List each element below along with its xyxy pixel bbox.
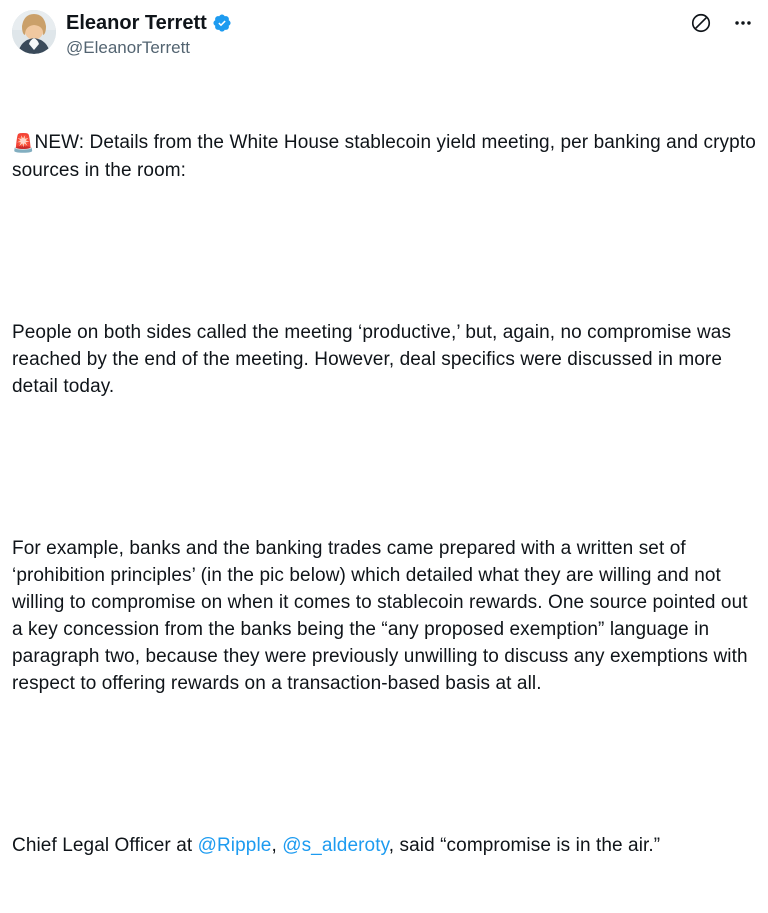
paragraph-spacer <box>12 751 756 778</box>
display-name[interactable]: Eleanor Terrett <box>66 12 207 34</box>
tweet-text <box>12 75 762 913</box>
paragraph-4-mid: , <box>271 835 283 856</box>
paragraph-4-pre: Chief Legal Officer at <box>12 835 198 856</box>
verified-badge-icon <box>212 13 232 33</box>
paragraph-4 <box>12 832 756 859</box>
tweet-header <box>12 10 756 59</box>
paragraph-2: People on both sides called the meeting ‘productive,’ but, again, no compromise was reached by the end of the meeting. However, deal specifics were discussed in more detail today. <box>12 322 737 397</box>
avatar[interactable] <box>12 10 56 54</box>
paragraph-3: For example, banks and the banking trades came prepared with a written set of ‘prohibition principles’ (in the pic below) which detailed what they are willing and not willing to compromise on when it comes to stablecoin rewards. One source pointed out a key concession from the banks being the “any proposed exemption” language in paragraph two, because they were previously unwilling to discuss any exemptions with respect to offering rewards on a transaction-based basis at all. <box>12 538 754 694</box>
alarm-emoji: 🚨 <box>12 133 35 154</box>
mention-ripple[interactable]: @Ripple <box>197 835 272 856</box>
paragraph-4-post: , said “compromise is in the air.” <box>388 835 661 856</box>
paragraph-1 <box>12 129 762 184</box>
handle[interactable]: @EleanorTerrett <box>66 38 191 57</box>
tweet-actions <box>690 12 754 34</box>
paragraph-spacer <box>12 454 756 481</box>
name-row <box>66 11 232 35</box>
grok-icon[interactable] <box>690 12 712 34</box>
paragraph-spacer <box>12 238 756 265</box>
author-block[interactable] <box>66 10 232 59</box>
paragraph-1-text: NEW: Details from the White House stablecoin yield meeting, per banking and crypto sources in the room: <box>12 132 762 181</box>
more-options-icon[interactable] <box>732 12 754 34</box>
mention-s-alderoty[interactable]: @s_alderoty <box>282 835 389 856</box>
